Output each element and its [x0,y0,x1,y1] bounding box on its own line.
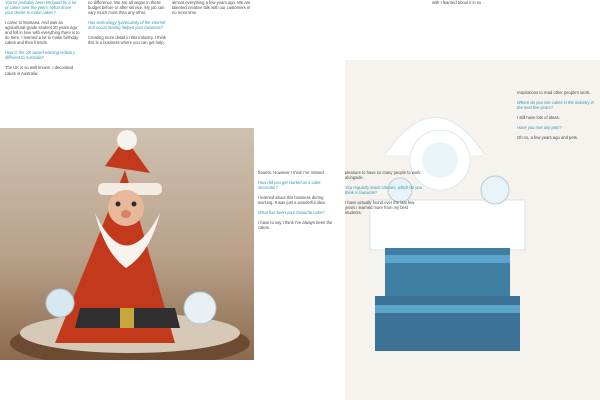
right-page-column-2 [345,170,425,400]
interview-answer: almost everything a few years ago. We are talented creative talk with our customers in no more time. [172,0,251,16]
interview-answer: I learned about this business during working. It was just a wonderful idea. [258,195,326,206]
interview-answer: I still have lots of ideas. [517,115,560,121]
interview-answer: I have actually found over the last few years I learned more from my best students. [345,200,415,216]
right-page-column-1 [258,170,338,400]
interview-question: You've probably been intrigued by a lot of cakes over the years. What drove your desire to make cakes? [5,0,77,16]
interview-question: How is the UK award-winning industry different to Australia? [5,50,75,61]
interview-answer: flowers. However I think I've missed [258,170,324,175]
interview-answer: Inspirations to read other people's work. [517,90,591,95]
left-page-column-3 [172,0,252,133]
left-page-column-2 [88,0,166,400]
interview-answer: Oh no, a few years ago and pets. [517,135,578,141]
interview-answer: I have to say I think I've always been the cakes. [258,220,333,231]
left-page-column-1 [5,0,80,400]
interview-answer: no difference. We are all vegan in these budget before or after service. My job can vary much more than any other. [88,0,165,16]
interview-answer: with I learned about it in so [432,0,482,5]
interview-answer: I came to Montana. And was an agricultural-grade student 20 years ago and fell in love with everything there is to do here. I learned a lot to make birthday cakes and then friends. [5,20,80,46]
interview-answer: Creating more detail in this industry. I think this is a business where you can get help. [88,35,166,46]
interview-question: How did you get started as a cake decorator? [258,180,321,191]
right-page-column-3 [517,90,596,400]
interview-question: Where do you see cakes in the industry in the next five years? [517,100,594,111]
interview-answer: pleasure to have so many people to work alongside. [345,170,421,181]
interview-question: You regularly teach classes, which do you think is favourite? [345,185,422,196]
right-page-top-column [432,0,511,400]
interview-answer: The UK is so well known. I decorated cakes in Australia. [5,65,74,76]
interview-question: Have you met any pets? [517,125,562,131]
interview-question: What has been your favourite cake? [258,210,325,216]
interview-question: Has technology (particularly of the internet and social media) helped your business? [88,20,166,31]
